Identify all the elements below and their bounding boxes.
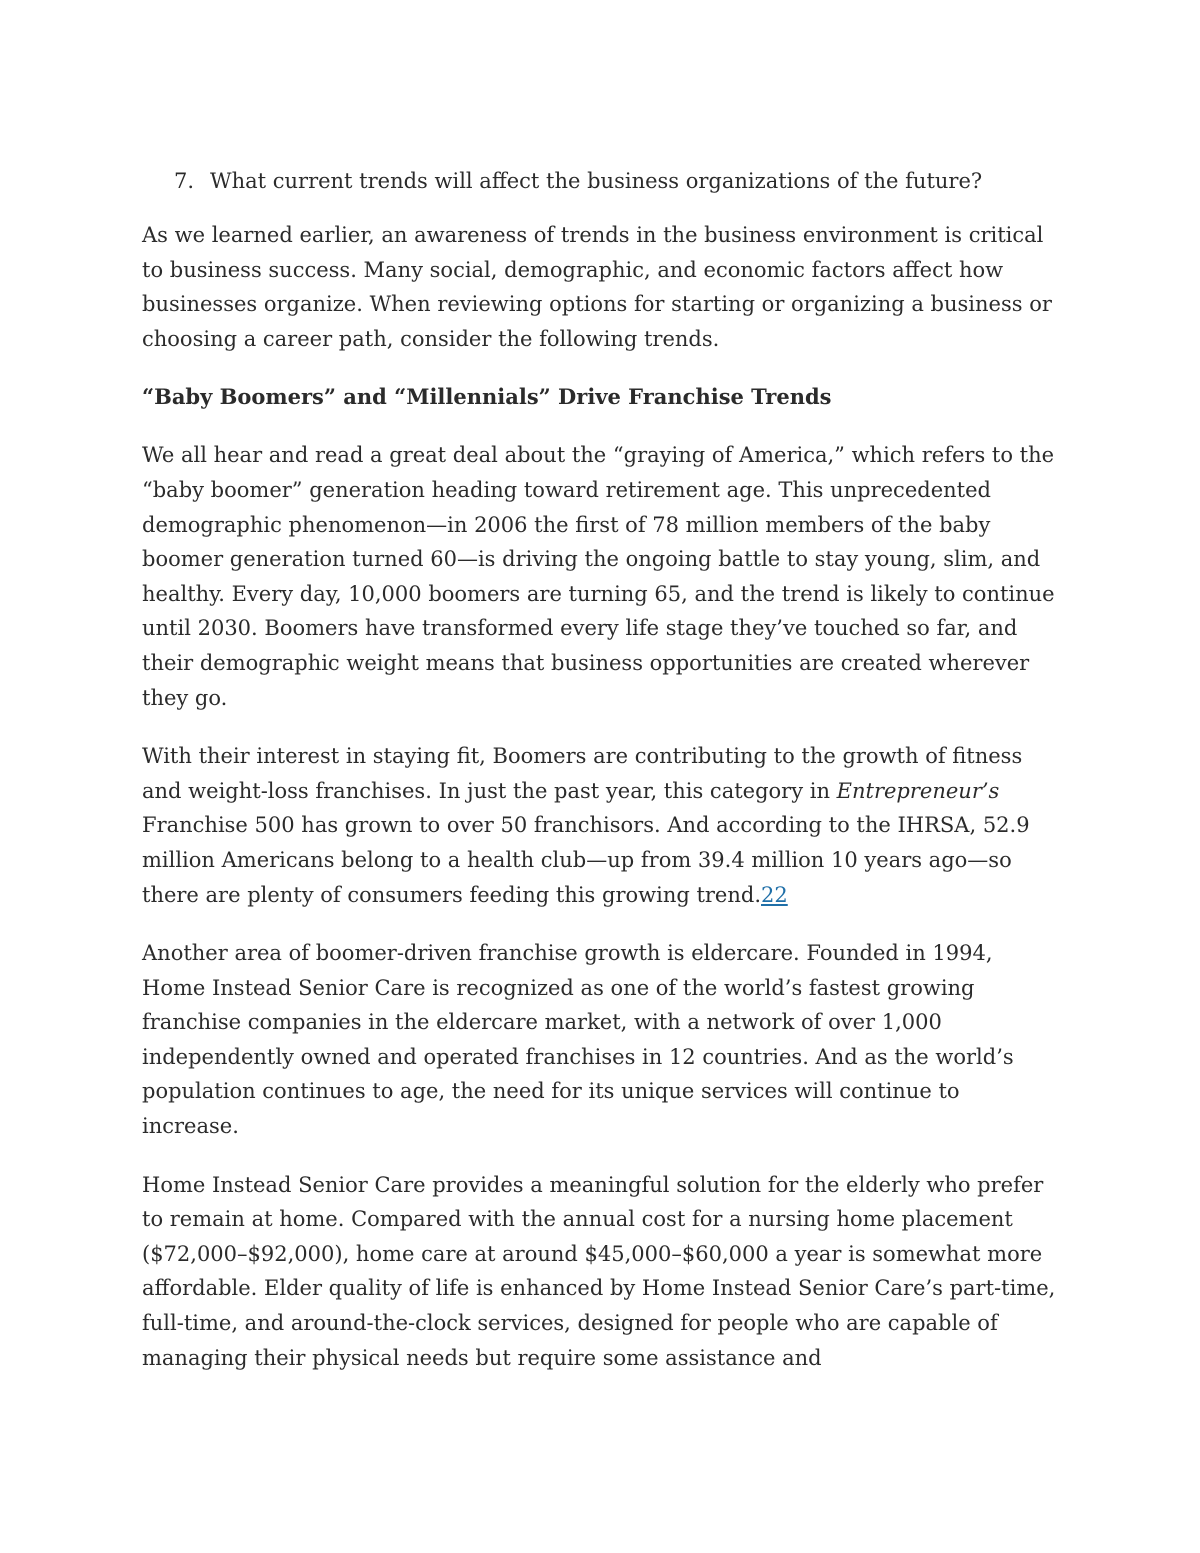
question-text: What current trends will affect the business organizations of the future?: [210, 169, 983, 193]
question-number: 7.: [174, 169, 195, 193]
section-heading: “Baby Boomers” and “Millennials” Drive Franchise Trends: [142, 384, 832, 410]
question-item: [142, 164, 1062, 198]
paragraph-fitness: [142, 739, 1062, 912]
publication-name: Entrepreneur’s: [836, 778, 1000, 803]
paragraph-home-instead: Home Instead Senior Care provides a meaningful solution for the elderly who prefer to remain at home. Compared with the annual cost for a nursing home placement ($72,000–$92,000), home care at around $45,000–$60,000 a year is somewhat more affordable. Elder quality of life is enhanced by Home Instead Senior Care’s part-time, full-time, and around-the-clock services, designed for people who are capable of managing their physical needs but require some assistance and: [142, 1172, 1056, 1370]
intro-paragraph: As we learned earlier, an awareness of trends in the business environment is critical to business success. Many social, demographic, and economic factors affect how businesses organize. When reviewing options for starting or organizing a business or choosing a career path, consider the following trends.: [142, 223, 1052, 351]
paragraph-fitness-text-1: With their interest in staying fit, Boomers are contributing to the growth of fitness and weight-loss franchises. In just the past year, this category in: [142, 744, 1023, 803]
paragraph-boomers: We all hear and read a great deal about the “graying of America,” which refers to the “baby boomer” generation heading toward retirement age. This unprecedented demographic phenomenon—in 2006 the first of 78 million members of the baby boomer generation turned 60—is driving the ongoing battle to stay young, slim, and healthy. Every day, 10,000 boomers are turning 65, and the trend is likely to continue until 2030. Boomers have transformed every life stage they’ve touched so far, and their demographic weight means that business opportunities are created wherever they go.: [142, 443, 1055, 710]
paragraph-fitness-text-2: Franchise 500 has grown to over 50 franchisors. And according to the IHRSA, 52.9 million Americans belong to a health club—up from 39.4 million 10 years ago—so there are plenty of consumers feeding this growing trend.: [142, 813, 1030, 907]
paragraph-eldercare: Another area of boomer-driven franchise growth is eldercare. Founded in 1994, Home Instead Senior Care is recognized as one of the world’s fastest growing franchise companies in the eldercare market, with a network of over 1,000 independently owned and operated franchises in 12 countries. And as the world’s population continues to age, the need for its unique services will continue to increase.: [142, 941, 1014, 1139]
document-page: [142, 164, 1062, 1399]
footnote-link[interactable]: 22: [761, 882, 788, 907]
